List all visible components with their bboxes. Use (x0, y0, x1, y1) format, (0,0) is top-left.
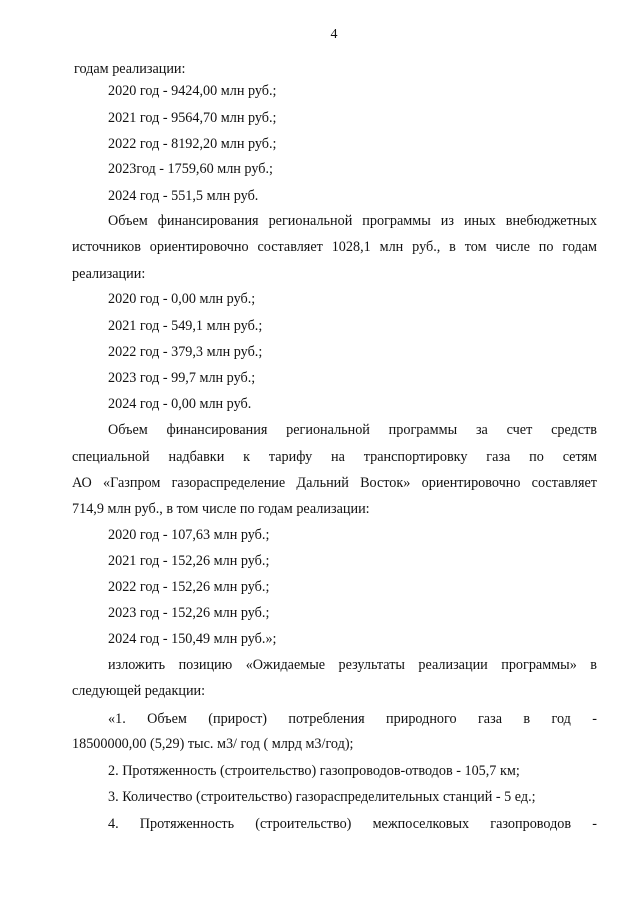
paragraph-line: 2. Протяженность (строительство) газопроводов-отводов - 105,7 км; (108, 763, 520, 779)
paragraph-line: 18500000,00 (5,29) тыс. м3/ год ( млрд м3/год); (72, 736, 354, 752)
paragraph-line: следующей редакции: (72, 683, 206, 699)
text-line: 2024 год - 150,49 млн руб.»; (108, 631, 277, 647)
paragraph-line: изложить позицию «Ожидаемые результаты реализации программы» в (108, 657, 597, 673)
paragraph-line: источников ориентировочно составляет 1028,1 млн руб., в том числе по годам (72, 239, 597, 255)
paragraph-line: Объем финансирования региональной программы за счет средств (108, 422, 597, 438)
paragraph-line: специальной надбавки к тарифу на транспортировку газа по сетям (72, 449, 597, 465)
paragraph-line: Объем финансирования региональной программы из иных внебюджетных (108, 213, 597, 229)
paragraph-line: 3. Количество (строительство) газораспределительных станций - 5 ед.; (108, 789, 536, 805)
page-number: 4 (330, 27, 338, 42)
paragraph-line: 714,9 млн руб., в том числе по годам реализации: (72, 501, 370, 517)
text-line: 2020 год - 0,00 млн руб.; (108, 291, 256, 307)
text-line: 2020 год - 107,63 млн руб.; (108, 527, 270, 543)
text-line: 2023год - 1759,60 млн руб.; (108, 161, 273, 177)
paragraph-line: «1. Объем (прирост) потребления природного газа в год - (108, 711, 597, 727)
paragraph-line: реализации: (72, 266, 146, 282)
text-line: 2021 год - 549,1 млн руб.; (108, 318, 263, 334)
text-line: 2023 год - 152,26 млн руб.; (108, 605, 270, 621)
text-line: 2023 год - 99,7 млн руб.; (108, 370, 256, 386)
text-line: 2022 год - 8192,20 млн руб.; (108, 136, 277, 152)
text-line: 2022 год - 152,26 млн руб.; (108, 579, 270, 595)
text-line: годам реализации: (74, 61, 186, 77)
text-line: 2020 год - 9424,00 млн руб.; (108, 83, 277, 99)
text-line: 2021 год - 9564,70 млн руб.; (108, 110, 277, 126)
paragraph-line: АО «Газпром газораспределение Дальний Восток» ориентировочно составляет (72, 475, 597, 491)
text-line: 2024 год - 0,00 млн руб. (108, 396, 252, 412)
text-line: 2024 год - 551,5 млн руб. (108, 188, 259, 204)
text-line: 2021 год - 152,26 млн руб.; (108, 553, 270, 569)
text-line: 2022 год - 379,3 млн руб.; (108, 344, 263, 360)
paragraph-line: 4. Протяженность (строительство) межпоселковых газопроводов - (108, 816, 597, 832)
